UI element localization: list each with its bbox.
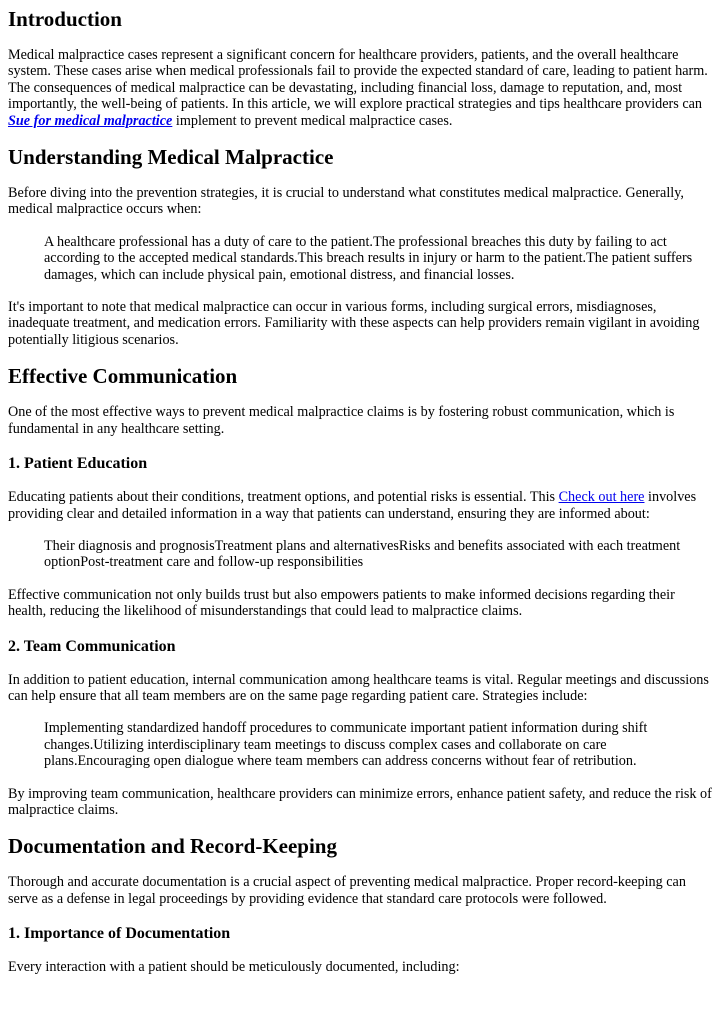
team-communication-quote: Implementing standardized handoff procedures to communicate important patient information during shift changes.Utilizing interdisciplinary team meetings to discuss complex cases and collaborate on care plans.Encouraging open dialogue where team members can address concerns without fear of retribution. — [44, 720, 648, 770]
patient-education-paragraph-2: Effective communication not only builds trust but also empowers patients to make informed decisions regarding their health, reducing the likelihood of misunderstandings that could lead to malpractice claims. — [8, 586, 675, 620]
sue-malpractice-link[interactable]: Sue for medical malpractice — [8, 112, 173, 129]
intro-text-after-link: implement to prevent medical malpractice cases. — [172, 112, 453, 129]
patient-education-text-after-link: involves providing clear and detailed information in a way that patients can understand, ensuring they are informed about: — [8, 489, 697, 522]
heading-team-communication: 2. Team Communication — [8, 637, 176, 655]
heading-patient-education: 1. Patient Education — [8, 455, 148, 473]
heading-importance-of-documentation: 1. Importance of Documentation — [8, 925, 231, 943]
understanding-paragraph-2: It's important to note that medical malpractice can occur in various forms, including surgical errors, misdiagnoses, inadequate treatment, and medication errors. Familiarity with these aspects can help providers remain vigilant in avoiding potentially litigious scenarios. — [8, 299, 700, 348]
check-out-here-link[interactable]: Check out here — [558, 489, 645, 506]
heading-understanding: Understanding Medical Malpractice — [8, 145, 334, 170]
heading-introduction: Introduction — [8, 7, 122, 31]
communication-paragraph: One of the most effective ways to prevent medical malpractice claims is by fostering robust communication, which is fundamental in any healthcare setting. — [8, 404, 675, 437]
patient-education-quote: Their diagnosis and prognosisTreatment plans and alternativesRisks and benefits associated with each treatment optionPost-treatment care and follow-up responsibilities — [44, 537, 681, 571]
intro-paragraph — [8, 47, 712, 129]
understanding-paragraph-1: Before diving into the prevention strategies, it is crucial to understand what constitutes medical malpractice. Generally, medical malpractice occurs when: — [8, 185, 684, 218]
understanding-quote: A healthcare professional has a duty of care to the patient.The professional breaches this duty by failing to act according to the accepted medical standards.This breach results in injury or harm to the patient.The patient suffers damages, which can include physical pain, emotional distress, and financial losses. — [44, 233, 693, 283]
intro-text-before-link: Medical malpractice cases represent a significant concern for healthcare providers, patients, and the overall healthcare system. These cases arise when medical professionals fail to provide the expected standard of care, leading to patient harm. The consequences of medical malpractice can be devastating, including financial loss, damage to reputation, and, most importantly, the well-being of patients. In this article, we will explore practical strategies and tips healthcare providers can — [8, 47, 708, 113]
documentation-paragraph: Thorough and accurate documentation is a crucial aspect of preventing medical malpractice. Proper record-keeping can serve as a defense in legal proceedings by providing evidence that standard care protocols were followed. — [8, 874, 686, 907]
patient-education-text-before-link: Educating patients about their conditions, treatment options, and potential risks is essential. This — [8, 489, 559, 506]
patient-education-paragraph-1 — [8, 489, 712, 522]
team-communication-paragraph-2: By improving team communication, healthcare providers can minimize errors, enhance patient safety, and reduce the risk of malpractice claims. — [8, 785, 712, 818]
heading-documentation: Documentation and Record-Keeping — [8, 834, 337, 859]
team-communication-paragraph-1: In addition to patient education, internal communication among healthcare teams is vital. Regular meetings and discussions can help ensure that all team members are on the same page regarding patient care. Strategies include: — [8, 671, 709, 704]
importance-paragraph: Every interaction with a patient should be meticulously documented, including: — [8, 959, 460, 976]
article — [0, 7, 720, 976]
heading-communication: Effective Communication — [8, 364, 238, 389]
